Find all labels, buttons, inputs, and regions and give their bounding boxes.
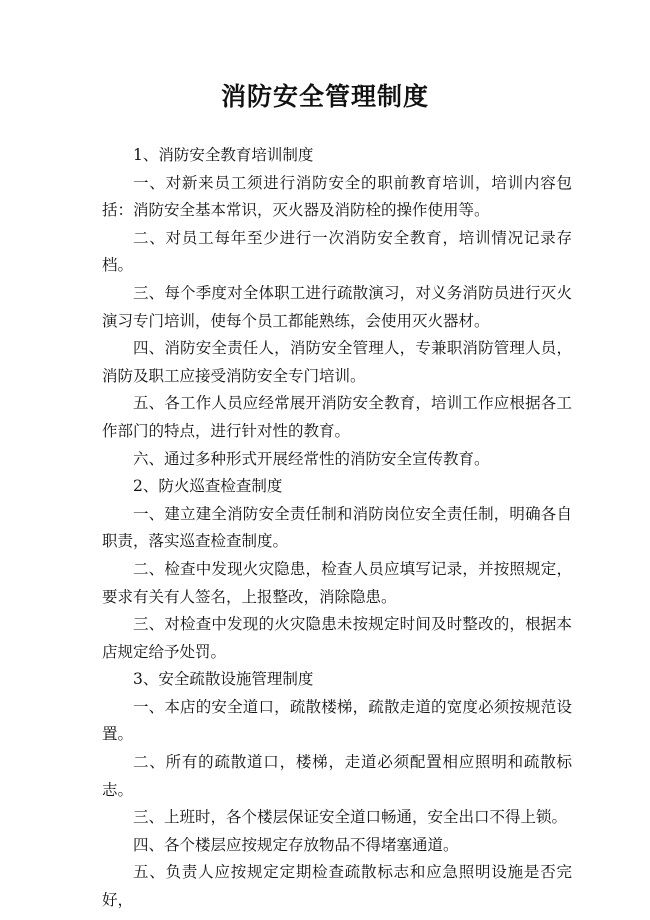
document-title: 消防安全管理制度 bbox=[220, 82, 429, 111]
paragraph: 二、对员工每年至少进行一次消防安全教育，培训情况记录存档。 bbox=[102, 228, 572, 275]
paragraph: 四、各个楼层应按规定存放物品不得堵塞通道。 bbox=[133, 835, 459, 854]
paragraph: 六、通过多种形式开展经常性的消防安全宣传教育。 bbox=[133, 449, 490, 468]
paragraph: 一、建立建全消防安全责任制和消防岗位安全责任制，明确各自职责，落实巡查检查制度。 bbox=[102, 504, 572, 551]
paragraph: 一、本店的安全道口，疏散楼梯，疏散走道的宽度必须按规范设置。 bbox=[102, 697, 572, 744]
paragraph: 五、负责人应按规定定期检查疏散标志和应急照明设施是否完好， bbox=[102, 863, 572, 910]
paragraph: 四、消防安全责任人，消防安全管理人，专兼职消防管理人员，消防及职工应接受消防安全专门培训。 bbox=[102, 339, 572, 385]
paragraph: 二、检查中发现火灾隐患，检查人员应填写记录，并按照规定，要求有关有人签名，上报整改，消除隐患。 bbox=[102, 559, 572, 606]
section-heading: 2、防火巡查检查制度 bbox=[133, 477, 283, 496]
paragraph: 一、对新来员工须进行消防安全的职前教育培训，培训内容包括：消防安全基本常识，灭火器及消防栓的操作使用等。 bbox=[102, 173, 572, 220]
paragraph: 三、每个季度对全体职工进行疏散演习，对义务消防员进行灭火演习专门培训，使每个员工都能熟练，会使用灭火器材。 bbox=[102, 283, 572, 330]
paragraph: 三、上班时，各个楼层保证安全道口畅通，安全出口不得上锁。 bbox=[133, 808, 568, 827]
section-heading: 1、消防安全教育培训制度 bbox=[133, 146, 314, 164]
document-body bbox=[102, 142, 572, 915]
section-heading: 3、安全疏散设施管理制度 bbox=[133, 670, 314, 689]
paragraph: 三、对检查中发现的火灾隐患未按规定时间及时整改的，根据本店规定给予处罚。 bbox=[102, 615, 572, 661]
paragraph: 二、所有的疏散道口，楼梯，走道必须配置相应照明和疏散标志。 bbox=[102, 753, 572, 799]
paragraph: 五、各工作人员应经常展开消防安全教育，培训工作应根据各工作部门的特点，进行针对性的教育。 bbox=[102, 394, 572, 440]
